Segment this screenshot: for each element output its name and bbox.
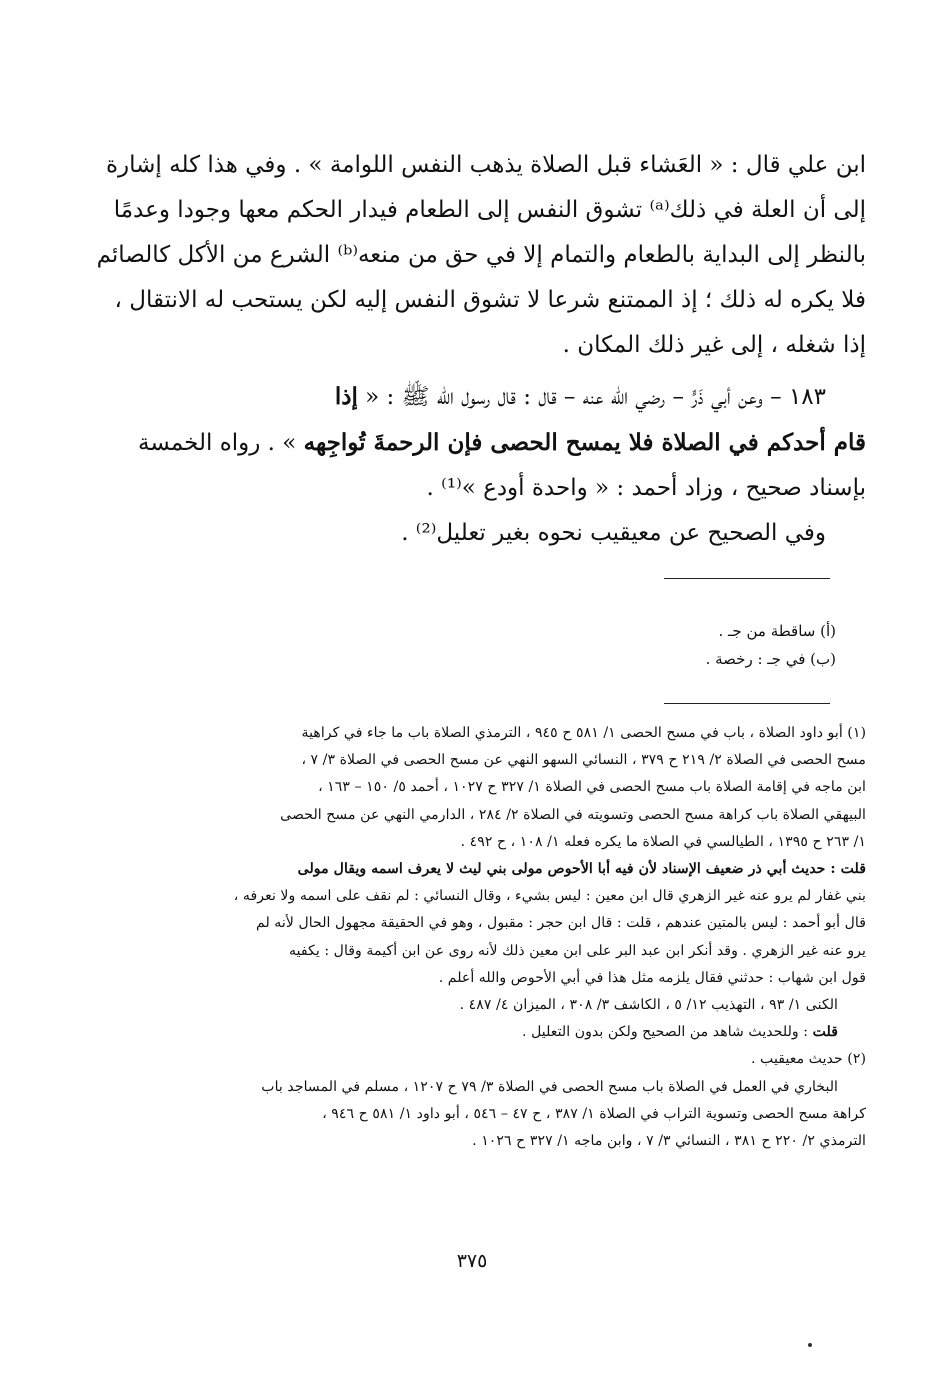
footnote-line	[160, 774, 866, 801]
hadith-text: وفي الصحيح عن معيقيب نحوه بغير تعليل⁽²⁾ .	[401, 520, 826, 546]
main-text	[96, 143, 866, 556]
footnote-text: ١/ ٢٦٣ ح ١٣٩٥ ، الطيالسي في الصلاة ما يكره فعله ١/ ١٠٨ ، ح ٤٩٢ .	[460, 833, 866, 850]
hadith-line	[160, 374, 866, 420]
hadith-line	[138, 420, 866, 466]
footnote-line	[160, 829, 866, 856]
footnote-text: الترمذي ٢/ ٢٢٠ ح ٣٨١ ، النسائي ٣/ ٧ ، وابن ماجه ١/ ٣٢٧ ح ١٠٢٦ .	[472, 1133, 866, 1150]
footnote-line	[160, 883, 866, 910]
footnote-text: قول ابن شهاب : حدثني فقال يلزمه مثل هذا في أبي الأحوص والله أعلم .	[438, 969, 866, 986]
footnote-line	[160, 1101, 866, 1128]
main-line: إلى أن العلة في ذلك⁽ᵃ⁾ تشوق النفس إلى الطعام فيدار الحكم معها وجودا وعدمًا	[113, 197, 866, 223]
hadith-line	[160, 466, 866, 511]
footnote-text: الكنى ١/ ٩٣ ، التهذيب ١٢/ ٥ ، الكاشف ٣/ ٣٠٨ ، الميزان ٤/ ٤٨٧ .	[459, 997, 838, 1014]
hadith-bold: إذا	[334, 383, 358, 410]
footnote-line	[160, 1046, 866, 1073]
footnote-line	[160, 747, 866, 774]
footnote-line	[160, 720, 866, 747]
main-line: بالنظر إلى البداية بالطعام والتمام إلا في حق من منعه⁽ᵇ⁾ الشرع من الأكل كالصائم	[96, 242, 866, 268]
footnote-line	[160, 1074, 866, 1101]
variant-note: (أ) ساقطة من جـ .	[718, 622, 836, 640]
page-number: ٣٧٥	[456, 1250, 488, 1272]
footnote-line	[160, 965, 866, 992]
footnote-lead: قلت	[812, 1024, 838, 1041]
footnote-text: : حديث أبي ذر ضعيف الإسناد لأن فيه أبا الأحوص مولى بني ليث لا يعرف اسمه ويقال مولى	[297, 861, 841, 878]
footnote-line	[160, 910, 866, 937]
print-speck	[808, 1343, 812, 1347]
footnote-text: كراهة مسح الحصى وتسوية التراب في الصلاة ١/ ٣٨٧ ، ح ٤٧ – ٥٤٦ ، أبو داود ١/ ٥٨١ ح ٩٤٦ ،	[322, 1105, 866, 1122]
footnote-text: بني غفار لم يرو عنه غير الزهري قال ابن معين : ليس بشيء ، وقال النسائي : لم نقف على اسمه ولا نعرفه ،	[233, 888, 866, 905]
footnote-lead: قلت	[840, 861, 866, 878]
main-line: ابن علي قال : « العَشاء قبل الصلاة يذهب النفس اللوامة » . وفي هذا كله إشارة	[105, 152, 866, 178]
footnote-text: مسح الحصى في الصلاة ٢/ ٢١٩ ح ٣٧٩ ، النسائي السهو النهي عن مسح الحصى في الصلاة ٣/ ٧ ،	[301, 752, 866, 769]
hadith-text: بإسناد صحيح ، وزاد أحمد : « واحدة أودع »⁽¹⁾ .	[426, 475, 866, 501]
footnote-line	[160, 992, 866, 1019]
footnote-line	[160, 802, 866, 829]
footnote-text: (١) أبو داود الصلاة ، باب في مسح الحصى ١/ ٥٨١ ح ٩٤٥ ، الترمذي الصلاة باب ما جاء في كراهية	[301, 725, 866, 741]
separator-rule	[664, 578, 830, 579]
footnote-text: قال أبو أحمد : ليس بالمتين عندهم ، قلت : قال ابن حجر : مقبول ، وهو في الحقيقة مجهول الحال لأنه لم	[256, 915, 866, 932]
hadith-text: » . رواه الخمسة	[138, 430, 304, 456]
footnote-line	[160, 856, 866, 883]
footnote-text: : وللحديث شاهد من الصحيح ولكن بدون التعليل .	[522, 1024, 813, 1041]
footnote-line	[160, 938, 866, 965]
footnote-text: البيهقي الصلاة باب كراهة مسح الحصى وتسويته في الصلاة ٢/ ٢٨٤ ، الدارمي النهي عن مسح الحصى	[280, 806, 866, 823]
footnote-line	[160, 1019, 866, 1046]
variant-notes	[706, 617, 836, 673]
separator-rule	[664, 703, 830, 704]
footnote-text: يرو عنه غير الزهري . وقد أنكر ابن عبد البر على ابن معين ذلك لأنه روى عن ابن أكيمة وقال : يكفيه	[288, 942, 866, 959]
hadith-line	[160, 511, 866, 556]
hadith-text: ١٨٣ – وعن أبي ذَرٍّ – رضي الله عنه – قال : قال رسول الله ﷺ : «	[357, 384, 826, 410]
main-line: فلا يكره له ذلك ؛ إذ الممتنع شرعا لا تشوق النفس إليه لكن يستحب له الانتقال ،	[114, 287, 866, 313]
footnote-text: البخاري في العمل في الصلاة باب مسح الحصى في الصلاة ٣/ ٧٩ ح ١٢٠٧ ، مسلم في المساجد باب	[261, 1078, 838, 1095]
footnote-text: ابن ماجه في إقامة الصلاة باب مسح الحصى في الصلاة ١/ ٣٢٧ ح ١٠٢٧ ، أحمد ٥/ ١٥٠ – ١٦٣ ،	[318, 779, 866, 796]
hadith-bold: قام أحدكم في الصلاة فلا يمسح الحصى فإن الرحمةَ تُواجِهه	[303, 429, 866, 456]
variant-note: (ب) في جـ : رخصة .	[705, 650, 836, 668]
main-line: إذا شغله ، إلى غير ذلك المكان .	[562, 332, 866, 358]
footnote-text: (٢) حديث معيقيب .	[751, 1051, 866, 1068]
footnotes	[160, 720, 866, 1155]
footnote-line	[160, 1128, 866, 1155]
